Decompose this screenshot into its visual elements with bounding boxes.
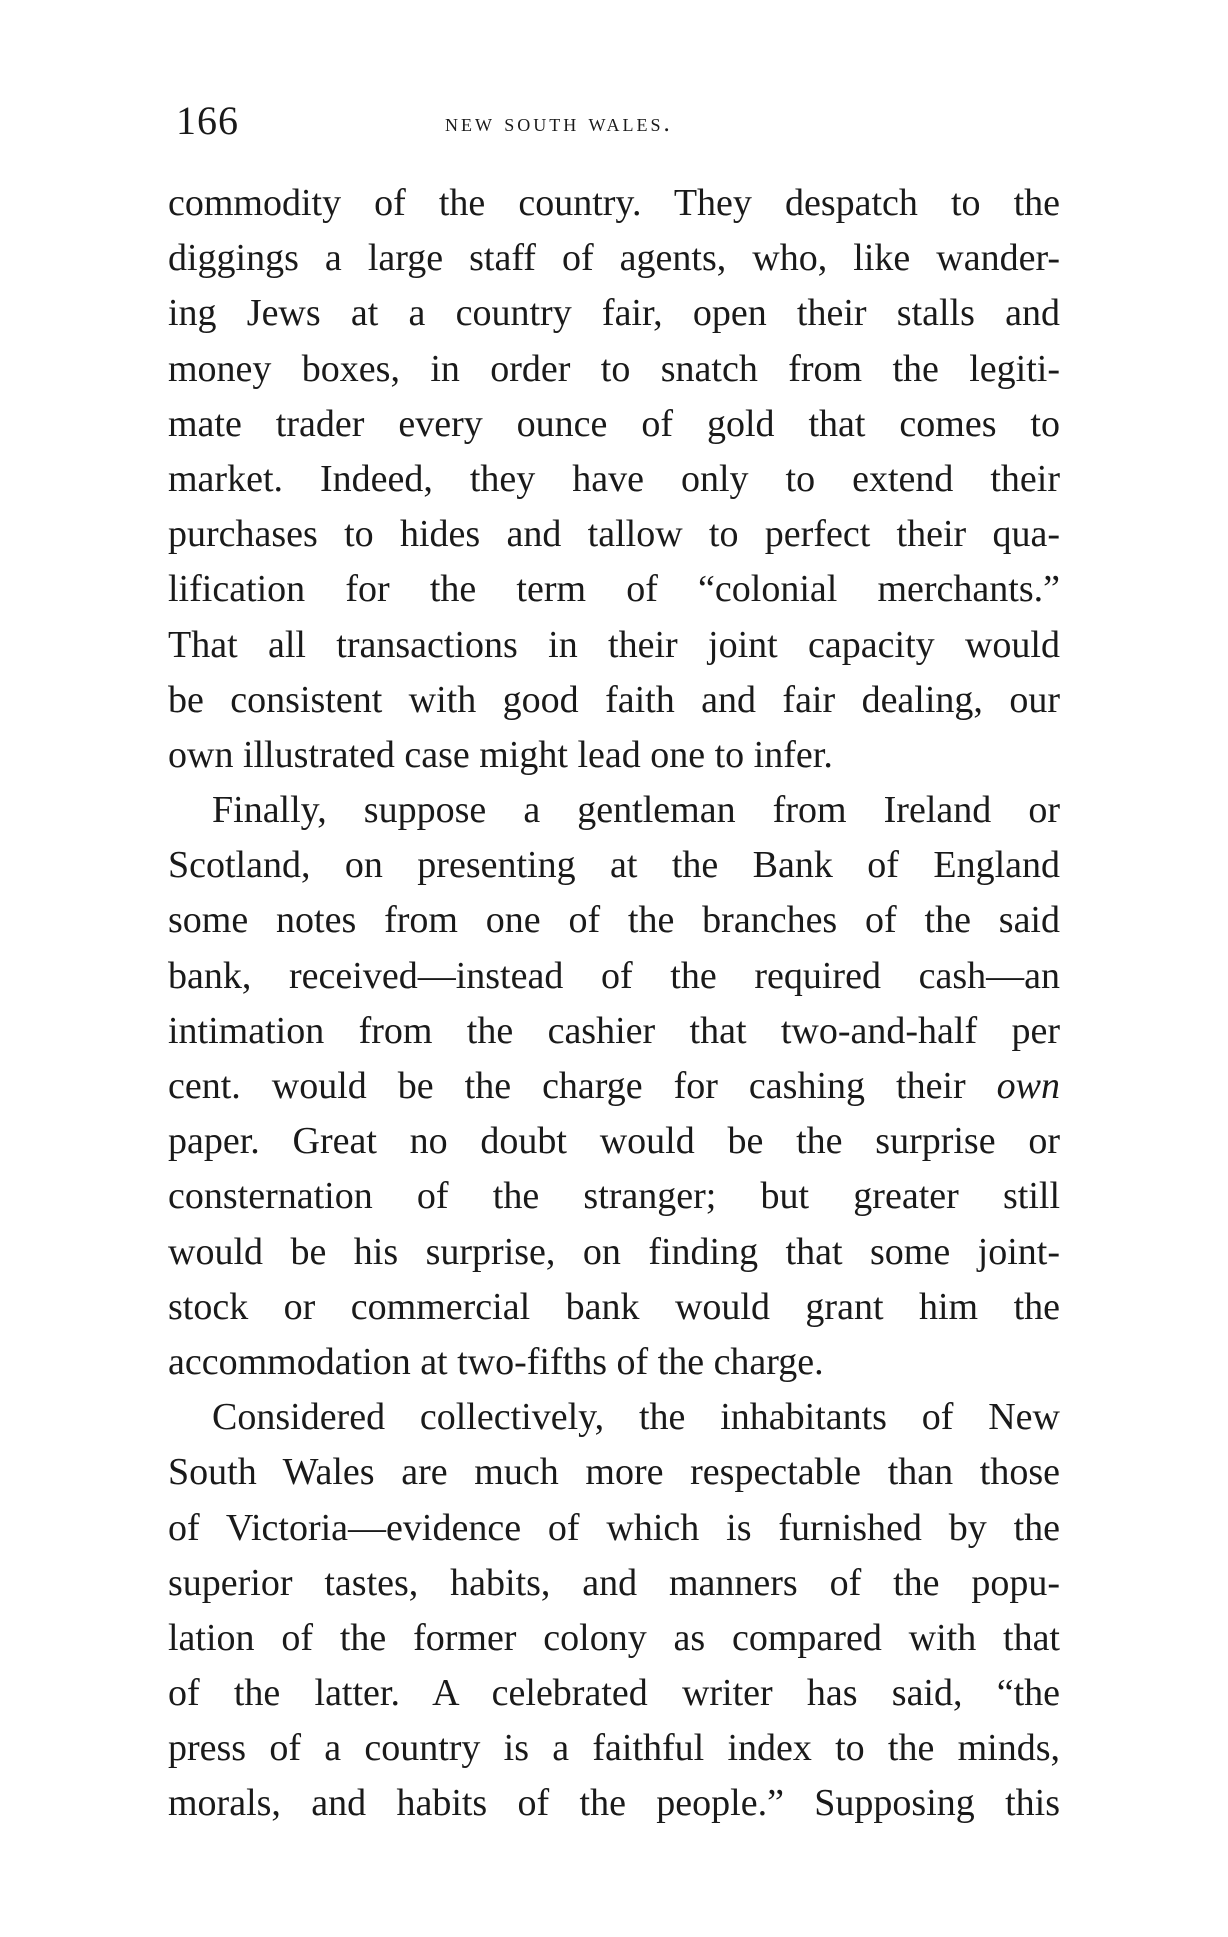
text-line: That all transactions in their joint capacity would bbox=[168, 623, 1060, 666]
text-line: bank, received—instead of the required cash—an bbox=[168, 954, 1060, 997]
text-line: South Wales are much more respectable than those bbox=[168, 1451, 1060, 1494]
paragraph bbox=[168, 783, 1060, 1390]
text-line-before-italic: cent. would be the charge for cashing their bbox=[168, 1065, 997, 1107]
text-line: commodity of the country. They despatch to the bbox=[168, 182, 1060, 224]
text-line: lification for the term of “colonial merchants.” bbox=[168, 568, 1060, 611]
text-line: diggings a large staff of agents, who, like wander- bbox=[168, 237, 1060, 280]
text-line: accommodation at two-fifths of the charge. bbox=[168, 1340, 824, 1383]
text-line: press of a country is a faithful index to the minds, bbox=[168, 1727, 1060, 1770]
text-line: of Victoria—evidence of which is furnished by the bbox=[168, 1506, 1060, 1549]
page-number: 166 bbox=[176, 98, 239, 143]
running-head: new south wales. bbox=[445, 110, 673, 137]
text-line: Considered collectively, the inhabitants of New bbox=[212, 1396, 1060, 1439]
text-line bbox=[168, 1059, 1060, 1114]
text-line: mate trader every ounce of gold that comes to bbox=[168, 402, 1060, 445]
text-line: purchases to hides and tallow to perfect their qua- bbox=[168, 513, 1060, 556]
paragraph bbox=[168, 176, 1060, 783]
text-line: stock or commercial bank would grant him the bbox=[168, 1285, 1060, 1328]
text-line: ing Jews at a country fair, open their stalls and bbox=[168, 292, 1060, 335]
text-line: would be his surprise, on finding that some joint- bbox=[168, 1230, 1060, 1273]
text-line: morals, and habits of the people.” Supposing this bbox=[168, 1782, 1060, 1825]
text-line: consternation of the stranger; but greater still bbox=[168, 1175, 1060, 1218]
text-line: market. Indeed, they have only to extend their bbox=[168, 457, 1060, 500]
body-text bbox=[168, 176, 1060, 1832]
italic-word: own bbox=[996, 1065, 1060, 1107]
text-line: Scotland, on presenting at the Bank of England bbox=[168, 844, 1060, 887]
text-line: some notes from one of the branches of the said bbox=[168, 899, 1060, 942]
text-line: money boxes, in order to snatch from the legiti- bbox=[168, 347, 1060, 390]
text-line: paper. Great no doubt would be the surprise or bbox=[168, 1120, 1060, 1163]
paragraph bbox=[168, 1390, 1060, 1832]
text-line: intimation from the cashier that two-and-half per bbox=[168, 1009, 1060, 1052]
text-line: Finally, suppose a gentleman from Ireland or bbox=[212, 789, 1060, 832]
text-line: of the latter. A celebrated writer has said, “the bbox=[168, 1672, 1060, 1715]
page-header bbox=[170, 96, 1062, 146]
text-line: lation of the former colony as compared with that bbox=[168, 1616, 1060, 1659]
text-line: superior tastes, habits, and manners of the popu- bbox=[168, 1561, 1060, 1604]
text-line: be consistent with good faith and fair dealing, our bbox=[168, 678, 1060, 721]
text-line: own illustrated case might lead one to infer. bbox=[168, 733, 833, 776]
